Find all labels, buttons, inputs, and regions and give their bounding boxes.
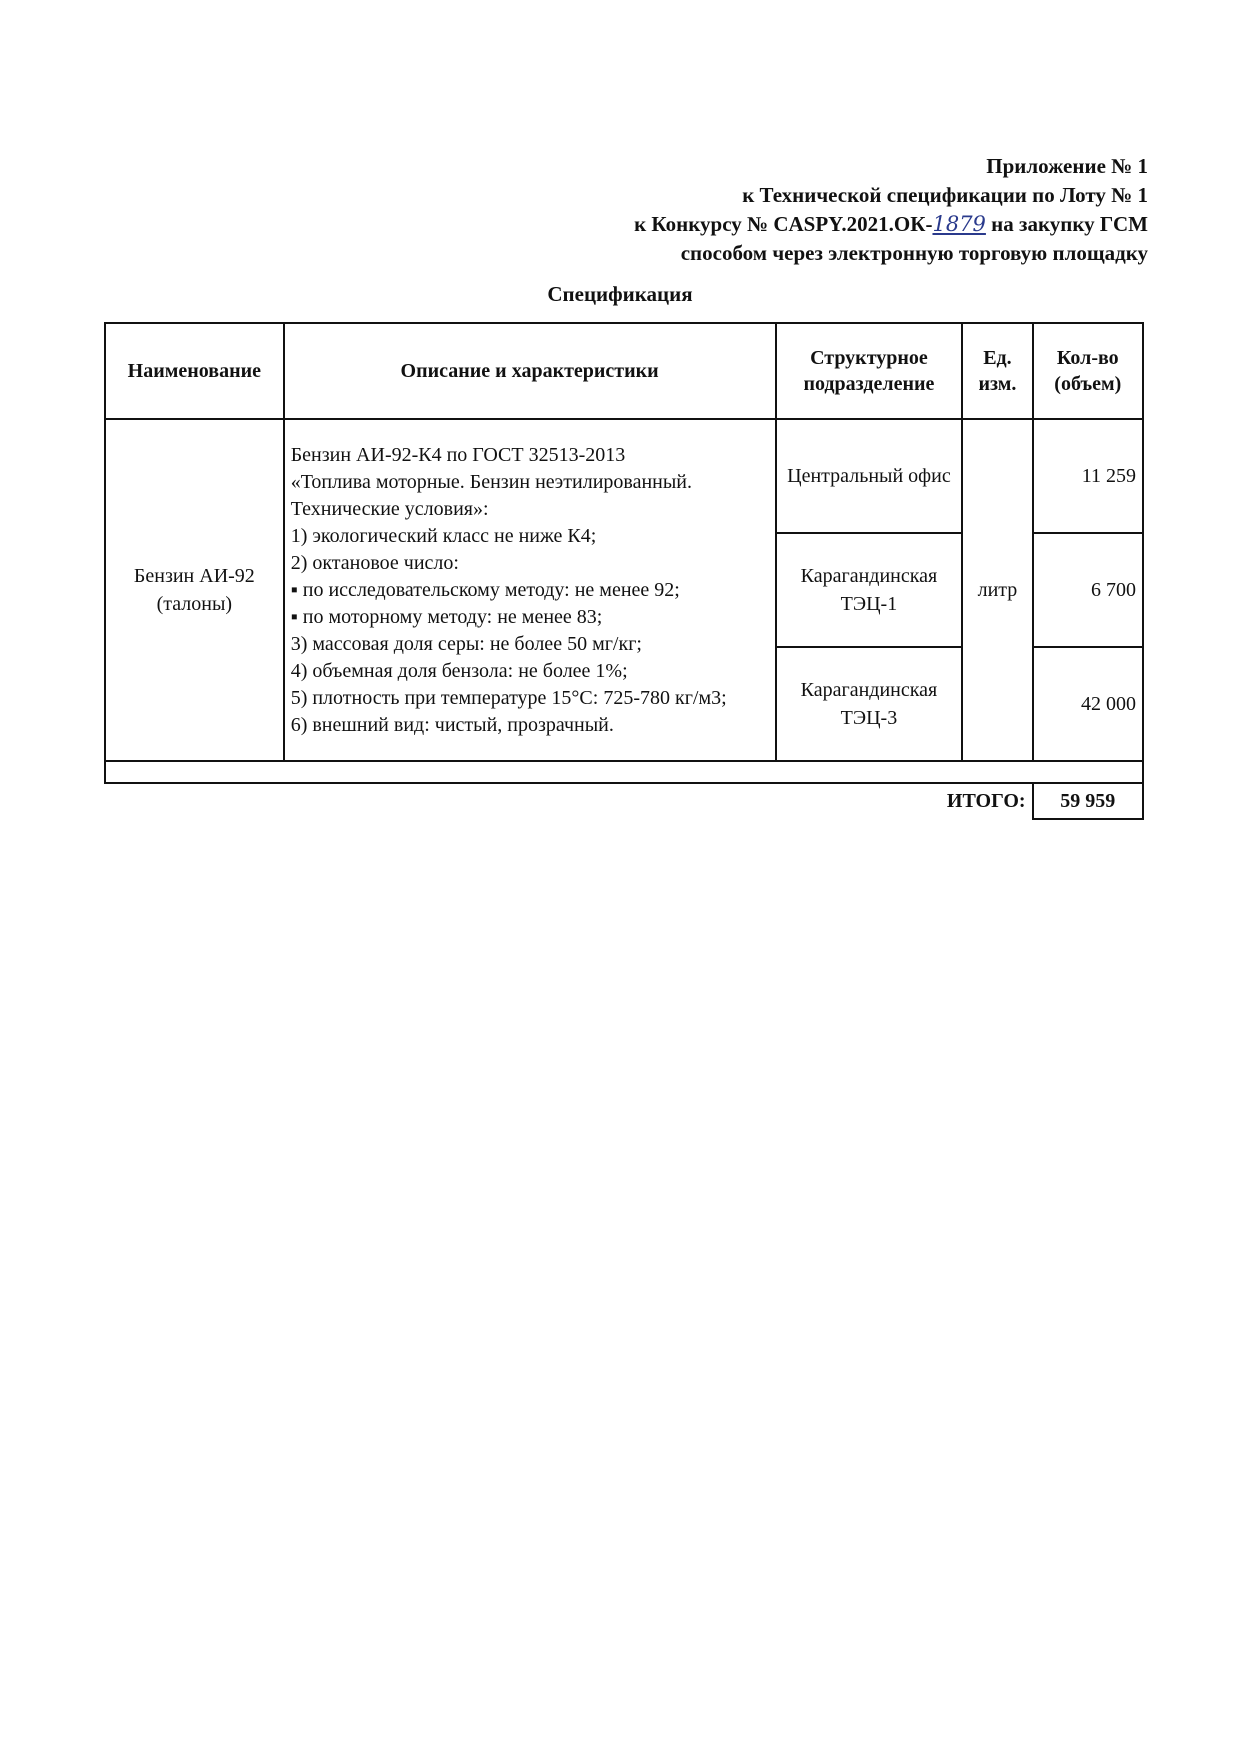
column-header-description: Описание и характеристики: [284, 323, 776, 419]
item-description: [284, 419, 776, 761]
description-line: Бензин АИ-92-К4 по ГОСТ 32513-2013: [290, 443, 626, 466]
column-header-quantity: Кол-во (объем): [1033, 323, 1143, 419]
table-row: [105, 419, 1143, 533]
column-header-unit: Ед. изм.: [962, 323, 1032, 419]
spacer-cell: [105, 761, 1143, 783]
handwritten-tender-number: 1879: [932, 212, 986, 236]
quantity-cell: 11 259: [1033, 419, 1143, 533]
department-cell: Карагандинская ТЭЦ-3: [776, 647, 963, 761]
appendix-reference-tender: [634, 210, 1148, 239]
quantity-cell: 42 000: [1033, 647, 1143, 761]
total-row: [105, 783, 1143, 819]
quantity-cell: 6 700: [1033, 533, 1143, 647]
appendix-number: Приложение № 1: [986, 154, 1148, 178]
document-title: Спецификация: [547, 282, 693, 306]
description-line: 3) массовая доля серы: не более 50 мг/кг;: [290, 632, 642, 655]
appendix-header: [634, 152, 1148, 268]
description-line: ▪ по исследовательскому методу: не менее 92;: [290, 578, 680, 601]
table-spacer-row: [105, 761, 1143, 783]
department-cell: Карагандинская ТЭЦ-1: [776, 533, 963, 647]
unit-cell: литр: [962, 419, 1032, 761]
description-line: 1) экологический класс не ниже К4;: [290, 524, 597, 547]
description-line: 2) октановое число:: [290, 551, 459, 574]
description-line: 6) внешний вид: чистый, прозрачный.: [290, 713, 614, 736]
total-label: ИТОГО:: [105, 783, 1033, 819]
description-line: 4) объемная доля бензола: не более 1%;: [290, 659, 628, 682]
appendix-reference-method: способом через электронную торговую площадку: [680, 241, 1148, 265]
tender-suffix: на закупку ГСМ: [985, 212, 1148, 236]
specification-table: [104, 322, 1144, 820]
total-value: 59 959: [1033, 783, 1143, 819]
description-line: ▪ по моторному методу: не менее 83;: [290, 605, 603, 628]
table-header-row: [105, 323, 1143, 419]
appendix-reference-spec: к Технической спецификации по Лоту № 1: [742, 183, 1148, 207]
description-line: «Топлива моторные. Бензин неэтилированный.: [290, 470, 692, 493]
department-cell: Центральный офис: [776, 419, 963, 533]
tender-prefix: к Конкурсу № CASPY.2021.ОК-: [634, 212, 933, 236]
description-line: Технические условия»:: [290, 497, 489, 520]
item-name: Бензин АИ-92 (талоны): [105, 419, 284, 761]
description-line: 5) плотность при температуре 15°С: 725-780 кг/м3;: [290, 686, 727, 709]
column-header-department: Структурное подразделение: [776, 323, 963, 419]
column-header-name: Наименование: [105, 323, 284, 419]
